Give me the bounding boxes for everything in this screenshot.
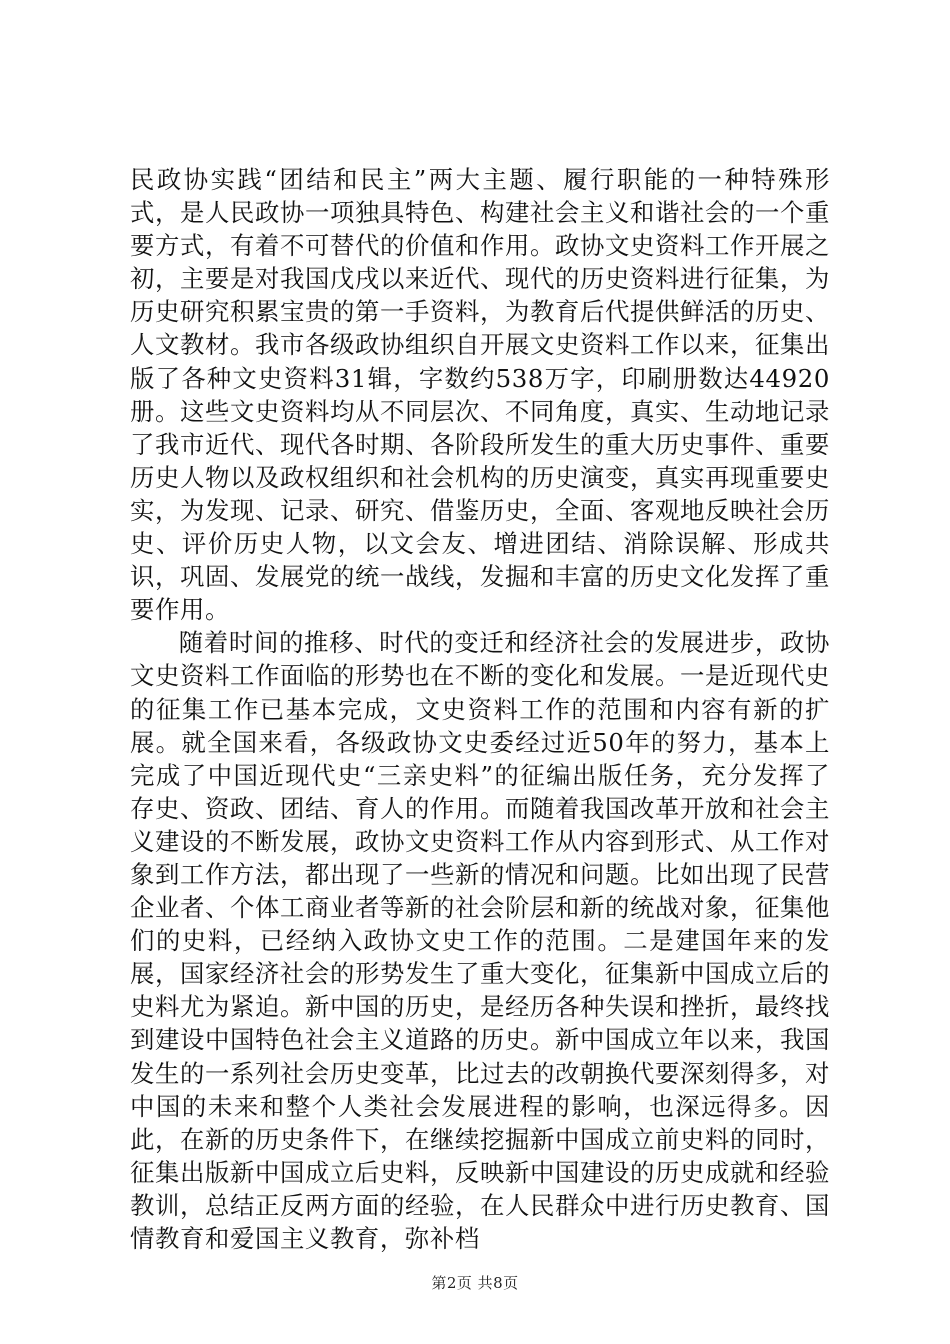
- page-footer: 第2页 共8页: [431, 1274, 519, 1292]
- paragraph-1: 民政协实践“团结和民主”两大主题、履行职能的一种特殊形式，是人民政协一项独具特色、构建社会主义和谐社会的一个重要方式，有着不可替代的价值和作用。政协文史资料工作开展之初，主要是对我国戊戌以来近代、现代的历史资料进行征集，为历史研究积累宝贵的第一手资料，为教育后代提供鲜活的历史、人文教材。我市各级政协组织自开展文史资料工作以来，征集出版了各种文史资料31辑，字数约538万字，印刷册数达44920册。这些文史资料均从不同层次、不同角度，真实、生动地记录了我市近代、现代各时期、各阶段所发生的重大历史事件、重要历史人物以及政权组织和社会机构的历史演变，真实再现重要史实，为发现、记录、研究、借鉴历史，全面、客观地反映社会历史、评价历史人物，以文会友、增进团结、消除误解、形成共识，巩固、发展党的统一战线，发掘和丰富的历史文化发挥了重要作用。: [130, 165, 830, 625]
- body-text: [130, 163, 830, 1255]
- paragraph-2: 随着时间的推移、时代的变迁和经济社会的发展进步，政协文史资料工作面临的形势也在不断的变化和发展。一是近现代史的征集工作已基本完成，文史资料工作的范围和内容有新的扩展。就全国来看，各级政协文史委经过近50年的努力，基本上完成了中国近现代史“三亲史料”的征编出版任务，充分发挥了存史、资政、团结、育人的作用。而随着我国改革开放和社会主义建设的不断发展，政协文史资料工作从内容到形式、从工作对象到工作方法，都出现了一些新的情况和问题。比如出现了民营企业者、个体工商业者等新的社会阶层和新的统战对象，征集他们的史料，已经纳入政协文史工作的范围。二是建国年来的发展，国家经济社会的形势发生了重大变化，征集新中国成立后的史料尤为紧迫。新中国的历史，是经历各种失误和挫折，最终找到建设中国特色社会主义道路的历史。新中国成立年以来，我国发生的一系列社会历史变革，比过去的改朝换代要深刻得多，对中国的未来和整个人类社会发展进程的影响，也深远得多。因此，在新的历史条件下，在继续挖掘新中国成立前史料的同时，征集出版新中国成立后史料，反映新中国建设的历史成就和经验教训，总结正反两方面的经验，在人民群众中进行历史教育、国情教育和爱国主义教育，弥补档: [130, 628, 830, 1253]
